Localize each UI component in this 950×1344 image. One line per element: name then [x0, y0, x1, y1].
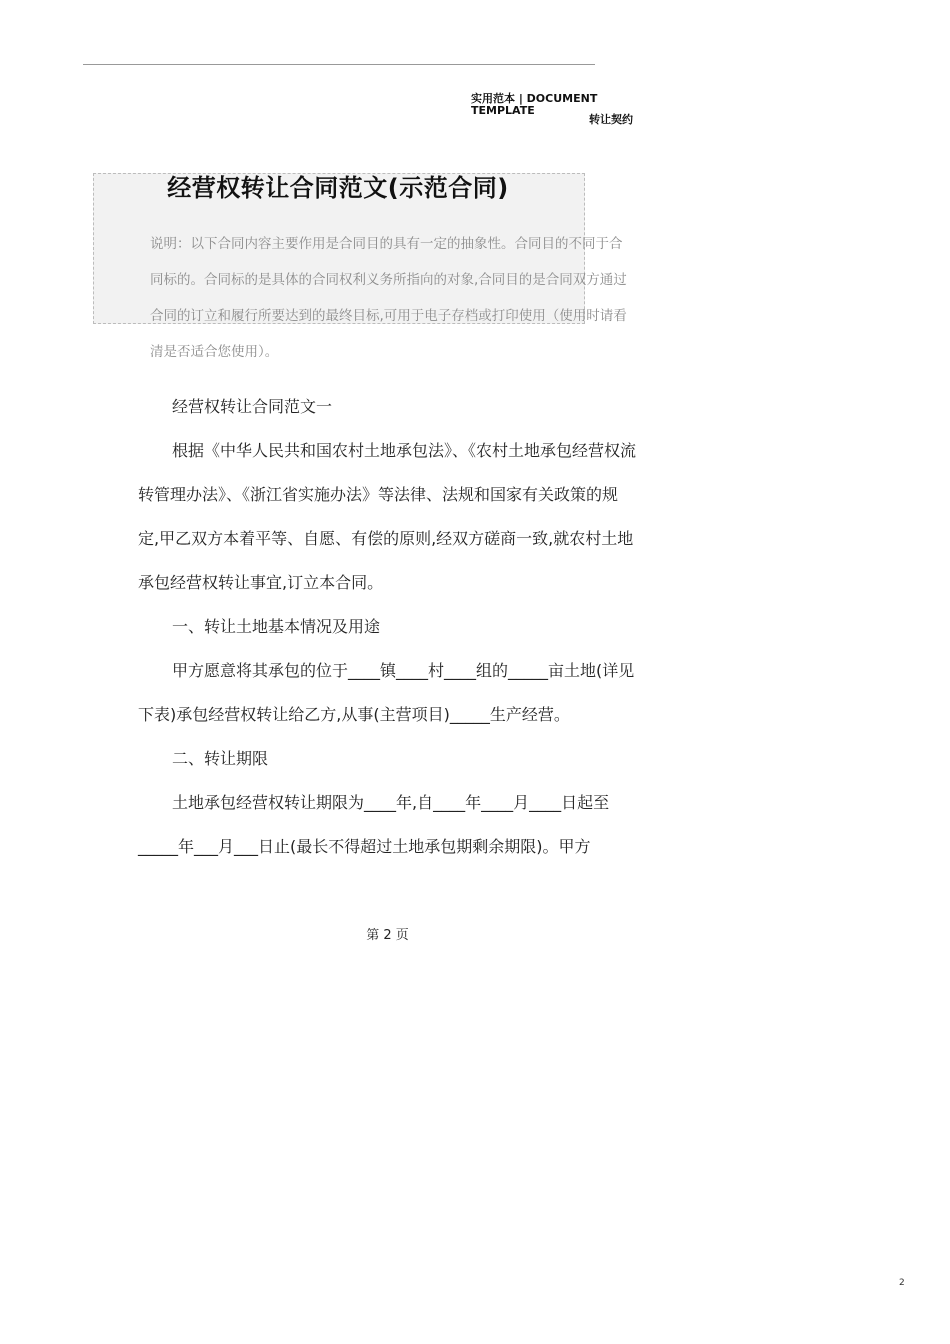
body-subtitle: 经营权转让合同范文一: [172, 397, 333, 416]
header-rule: [83, 64, 595, 65]
page-number-label: 第 2 页: [366, 928, 409, 943]
section-1-paragraph: 甲方愿意将其承包的位于____镇____村____组的_____亩土地(详见下表)承包经营权转让给乙方,从事(主营项目)_____生产经营。: [138, 661, 635, 724]
body-intro-paragraph: 根据《中华人民共和国农村土地承包法》、《农村土地承包经营权流转管理办法》、《浙江省实施办法》等法律、法规和国家有关政策的规定,甲乙双方本着平等、自愿、有偿的原则,经双方磋商一致,就农村土地承包经营权转让事宜,订立本合同。: [138, 441, 637, 592]
note-text: 说明：以下合同内容主要作用是合同目的具有一定的抽象性。合同目的不同于合同标的。合同标的是具体的合同权利义务所指向的对象,合同目的是合同双方通过合同的订立和履行所要达到的最终目标,可用于电子存档或打印使用（使用时请看清是否适合您使用）。: [150, 236, 627, 360]
corner-page-number: 2: [899, 1278, 905, 1288]
section-2-paragraph: 土地承包经营权转让期限为____年,自____年____月____日起至_____年___月___日止(最长不得超过土地承包期剩余期限)。甲方: [138, 793, 610, 856]
section-1-heading: 一、转让土地基本情况及用途: [172, 617, 381, 636]
header-category: 转让契约: [589, 113, 633, 126]
document-body: [138, 385, 638, 869]
header-template-label: 实用范本 | DOCUMENT TEMPLATE: [471, 92, 598, 117]
document-title: 经营权转让合同范文(示范合同): [167, 174, 509, 202]
section-2-heading: 二、转让期限: [172, 749, 269, 768]
